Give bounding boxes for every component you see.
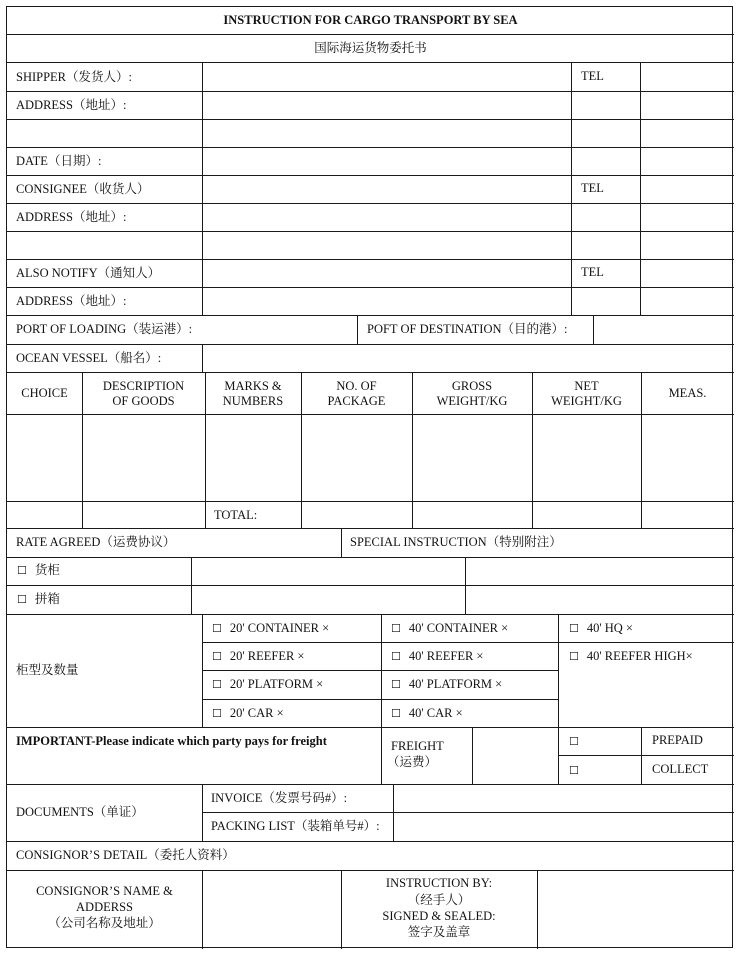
form-title: INSTRUCTION FOR CARGO TRANSPORT BY SEA <box>223 13 518 27</box>
prepaid-label: PREPAID <box>652 733 703 747</box>
consignee-tel-label: TEL <box>581 181 604 195</box>
collect-label: COLLECT <box>652 762 709 776</box>
special-instruction-label: SPECIAL INSTRUCTION（特别附注） <box>350 535 562 549</box>
instruction-by-label: INSTRUCTION BY: <box>385 876 493 890</box>
notify-address-label: ADDRESS（地址）: <box>16 294 127 308</box>
car-20-checkbox[interactable]: ☐ 20' CAR × <box>212 706 284 721</box>
platform-40-checkbox[interactable]: ☐ 40' PLATFORM × <box>391 677 502 692</box>
shipper-label: SHIPPER（发货人）: <box>16 70 132 84</box>
freight-label: FREIGHT <box>391 739 444 753</box>
goods-header-choice: CHOICE <box>21 386 68 400</box>
collect-checkbox[interactable] <box>569 763 587 778</box>
goods-header-meas: MEAS. <box>668 386 707 400</box>
goods-header-description-2: OF GOODS <box>112 394 175 408</box>
shipper-tel-label: TEL <box>581 69 604 83</box>
important-notice: IMPORTANT-Please indicate which party pays for freight <box>16 734 327 748</box>
consignor-detail-label: CONSIGNOR’S DETAIL（委托人资料） <box>16 848 235 862</box>
instruction-by-label-cn: （经手人） <box>407 893 471 907</box>
rate-agreed-label: RATE AGREED（运费协议） <box>16 535 176 549</box>
packing-list-label: PACKING LIST（装箱单号#）: <box>211 819 380 833</box>
consignee-address-label: ADDRESS（地址）: <box>16 210 127 224</box>
shipper-address-label: ADDRESS（地址）: <box>16 98 127 112</box>
port-of-destination-label: POFT OF DESTINATION（目的港）: <box>367 322 568 336</box>
form-subtitle: 国际海运货物委托书 <box>314 41 427 55</box>
car-40-checkbox[interactable]: ☐ 40' CAR × <box>391 706 463 721</box>
platform-20-checkbox[interactable]: ☐ 20' PLATFORM × <box>212 677 323 692</box>
documents-label: DOCUMENTS（单证） <box>16 805 144 819</box>
consignor-name-label: CONSIGNOR’S NAME & <box>36 884 173 898</box>
goods-header-package-2: PACKAGE <box>327 394 386 408</box>
goods-header-net-2: WEIGHT/KG <box>551 394 622 408</box>
consignee-label: CONSIGNEE（收货人） <box>16 182 150 196</box>
date-label: DATE（日期）: <box>16 154 102 168</box>
signed-sealed-label: SIGNED & SEALED: <box>382 909 496 923</box>
goods-header-gross: GROSS <box>451 379 493 393</box>
lcl-checkbox[interactable]: ☐ 拼箱 <box>17 592 60 607</box>
prepaid-checkbox[interactable] <box>569 734 587 749</box>
container-20-checkbox[interactable]: ☐ 20' CONTAINER × <box>212 621 329 636</box>
container-40-checkbox[interactable]: ☐ 40' CONTAINER × <box>391 621 508 636</box>
container-type-label: 柜型及数量 <box>16 663 79 677</box>
consignor-name-label-2: ADDERSS <box>76 900 133 914</box>
freight-label-cn: （运费） <box>387 755 438 769</box>
container-40hq-checkbox[interactable]: ☐ 40' HQ × <box>569 621 633 636</box>
signed-sealed-label-cn: 签字及盖章 <box>407 925 471 939</box>
goods-header-description: DESCRIPTION <box>102 379 185 393</box>
notify-tel-label: TEL <box>581 265 604 279</box>
goods-header-gross-2: WEIGHT/KG <box>436 394 508 408</box>
reefer-40-checkbox[interactable]: ☐ 40' REEFER × <box>391 649 483 664</box>
cargo-instruction-form <box>6 6 733 948</box>
goods-header-net: NET <box>574 379 599 393</box>
notify-label: ALSO NOTIFY（通知人） <box>16 266 161 280</box>
reefer-20-checkbox[interactable]: ☐ 20' REEFER × <box>212 649 304 664</box>
goods-header-marks: MARKS & <box>224 379 282 393</box>
ocean-vessel-label: OCEAN VESSEL（船名）: <box>16 351 162 365</box>
consignor-name-label-cn: （公司名称及地址） <box>48 916 161 930</box>
port-of-loading-label: PORT OF LOADING（装运港）: <box>16 322 193 336</box>
invoice-label: INVOICE（发票号码#）: <box>211 791 348 805</box>
goods-header-package: NO. OF <box>336 379 377 393</box>
fcl-checkbox[interactable]: ☐ 货柜 <box>17 563 60 578</box>
goods-total-label: TOTAL: <box>214 508 258 522</box>
reefer-40-high-checkbox[interactable]: ☐ 40' REEFER HIGH× <box>569 649 693 664</box>
goods-header-marks-2: NUMBERS <box>222 394 284 408</box>
